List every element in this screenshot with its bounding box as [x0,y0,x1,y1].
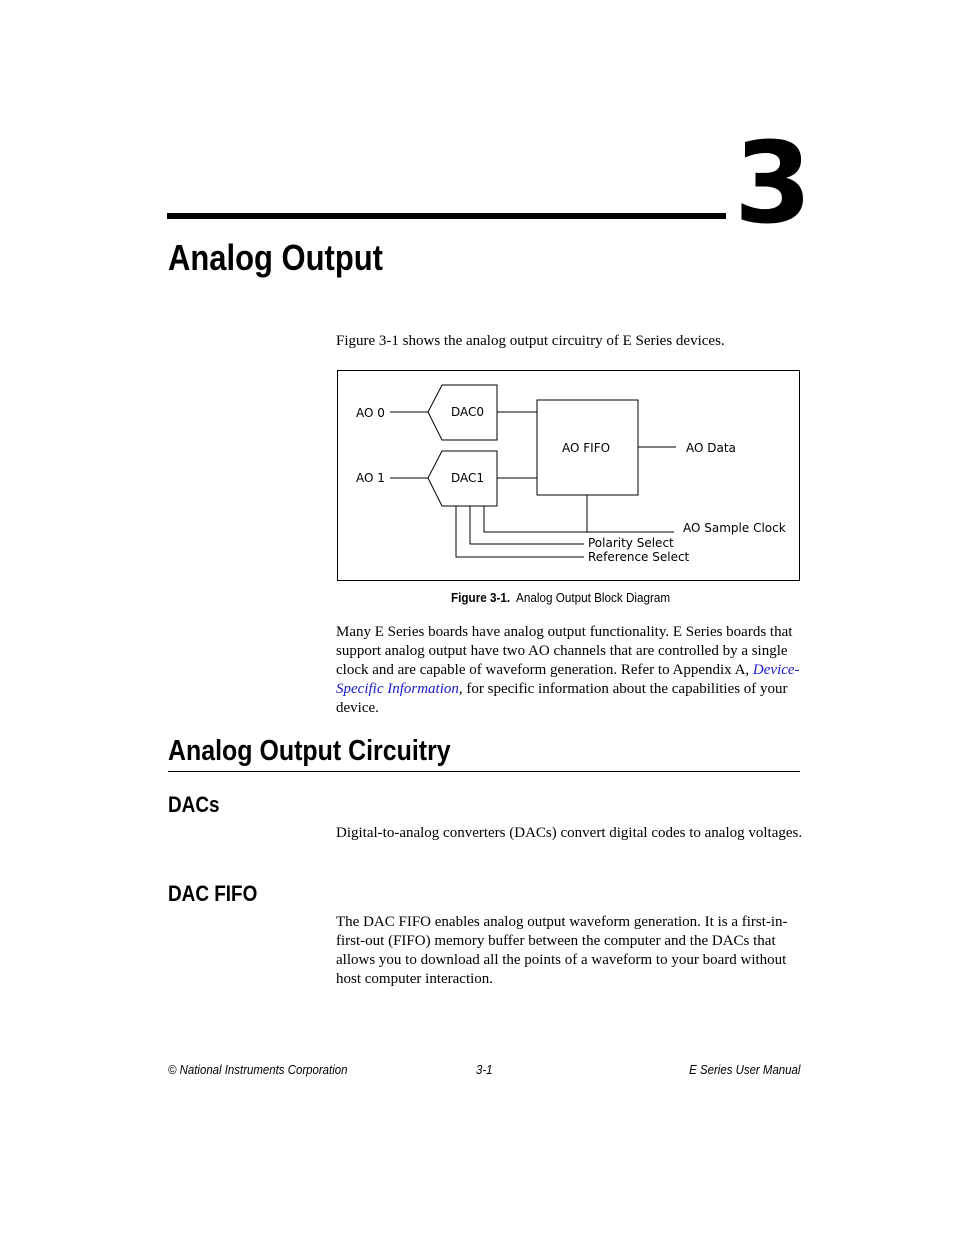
chapter-title: Analog Output [168,237,383,278]
overview-paragraph [336,623,804,718]
ao-sample-clock-label: AO Sample Clock [683,521,786,535]
section-title: Analog Output Circuitry [168,735,451,767]
dac0-label: DAC0 [451,405,485,419]
sample-clock-line [484,506,674,532]
caption-text: Analog Output Block Diagram [516,590,671,605]
paragraph-text-end: , for specific information about the capabilities of your device. [336,681,788,716]
section-rule [168,771,800,772]
dac1-label: DAC1 [451,471,485,485]
chapter-rule [167,213,726,219]
ao0-label: AO 0 [356,406,385,420]
chapter-number: 3 [734,119,810,249]
intro-paragraph: Figure 3-1 shows the analog output circuitry of E Series devices. [336,333,725,349]
block-diagram [337,370,800,581]
paragraph-text-start: Many E Series boards have analog output functionality. E Series boards that support analog output have two AO channels that are controlled by a single clock and are capable of waveform generation. Refer to Appendix A, [336,624,793,678]
footer-manual-title: E Series User Manual [688,1062,800,1077]
ao-data-label: AO Data [686,441,736,455]
polarity-select-line [470,506,584,544]
dac-fifo-heading: DAC FIFO [168,881,258,906]
ao-fifo-label: AO FIFO [562,441,611,455]
ao1-label: AO 1 [356,471,385,485]
figure-caption [451,590,670,605]
block-diagram-svg [338,371,799,580]
caption-number: Figure 3-1. [451,590,511,605]
dac-fifo-paragraph: The DAC FIFO enables analog output waveform generation. It is a first-in-first-out (FIFO) memory buffer between the computer and the DACs that allows you to download all the points of a waveform to your board without host computer interaction. [336,914,788,987]
footer-copyright: © National Instruments Corporation [168,1062,348,1077]
dacs-heading: DACs [168,792,220,817]
dacs-paragraph: Digital-to-analog converters (DACs) convert digital codes to analog voltages. [336,825,803,841]
footer-page-number: 3-1 [476,1062,493,1077]
reference-select-label: Reference Select [588,550,690,564]
device-specific-info-link[interactable]: Device-Specific Information [336,662,800,697]
polarity-select-label: Polarity Select [588,536,674,550]
